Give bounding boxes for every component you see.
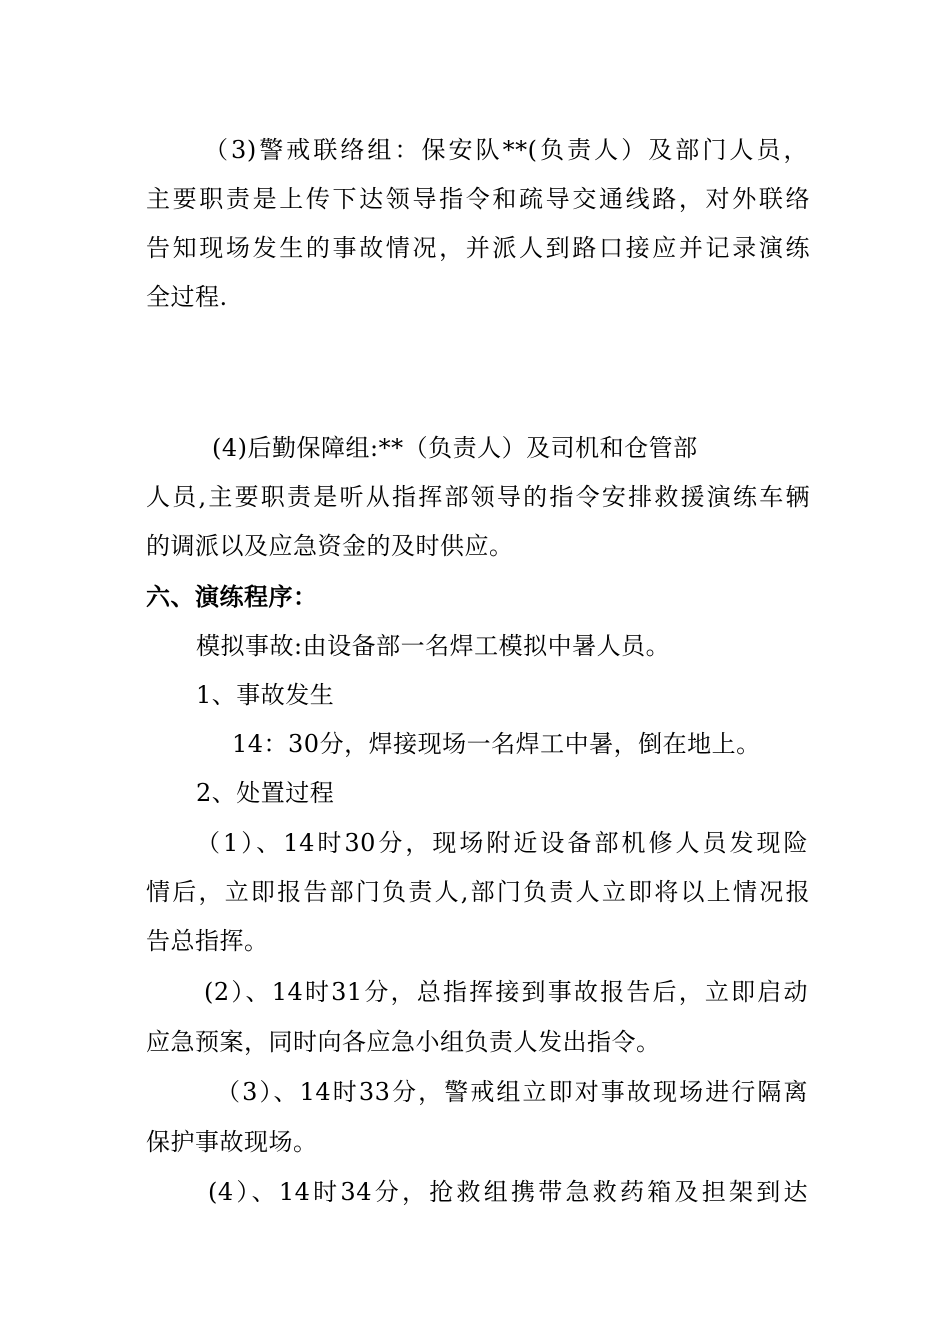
paragraph-line: 告知现场发生的事故情况，并派人到路口接应并记录演练 (146, 234, 810, 262)
paragraph-line: 全过程. (146, 283, 228, 311)
paragraph-line: （1）、14时30分，现场附近设备部机修人员发现险 (196, 829, 808, 857)
paragraph-line: （3)警戒联络组：保安队**(负责人）及部门人员， (204, 136, 808, 164)
paragraph-line: 告总指挥。 (146, 927, 269, 955)
paragraph-line: (4）、14时34分，抢救组携带急救药箱及担架到达 (208, 1178, 808, 1206)
paragraph-line: （3）、14时33分，警戒组立即对事故现场进行隔离 (216, 1078, 808, 1106)
paragraph-line: 模拟事故:由设备部一名焊工模拟中暑人员。 (196, 632, 671, 660)
paragraph-line: 人员,主要职责是听从指挥部领导的指令安排救援演练车辆 (146, 483, 810, 511)
paragraph-line: 应急预案，同时向各应急小组负责人发出指令。 (146, 1028, 661, 1056)
paragraph-line: 的调派以及应急资金的及时供应。 (146, 532, 514, 560)
section-heading: 六、演练程序： (146, 582, 318, 611)
paragraph-line: 主要职责是上传下达领导指令和疏导交通线路，对外联络 (146, 185, 810, 213)
subheading: 1、事故发生 (196, 681, 335, 709)
paragraph-line: (2）、14时31分，总指挥接到事故报告后，立即启动 (204, 978, 808, 1006)
paragraph-line: 情后，立即报告部门负责人,部门负责人立即将以上情况报 (146, 878, 810, 906)
paragraph-line: 14：30分，焊接现场一名焊工中暑，倒在地上。 (232, 730, 761, 758)
subheading: 2、处置过程 (196, 779, 335, 807)
paragraph-line: (4)后勤保障组:**（负责人）及司机和仓管部 (212, 434, 698, 462)
paragraph-line: 保护事故现场。 (146, 1128, 318, 1156)
